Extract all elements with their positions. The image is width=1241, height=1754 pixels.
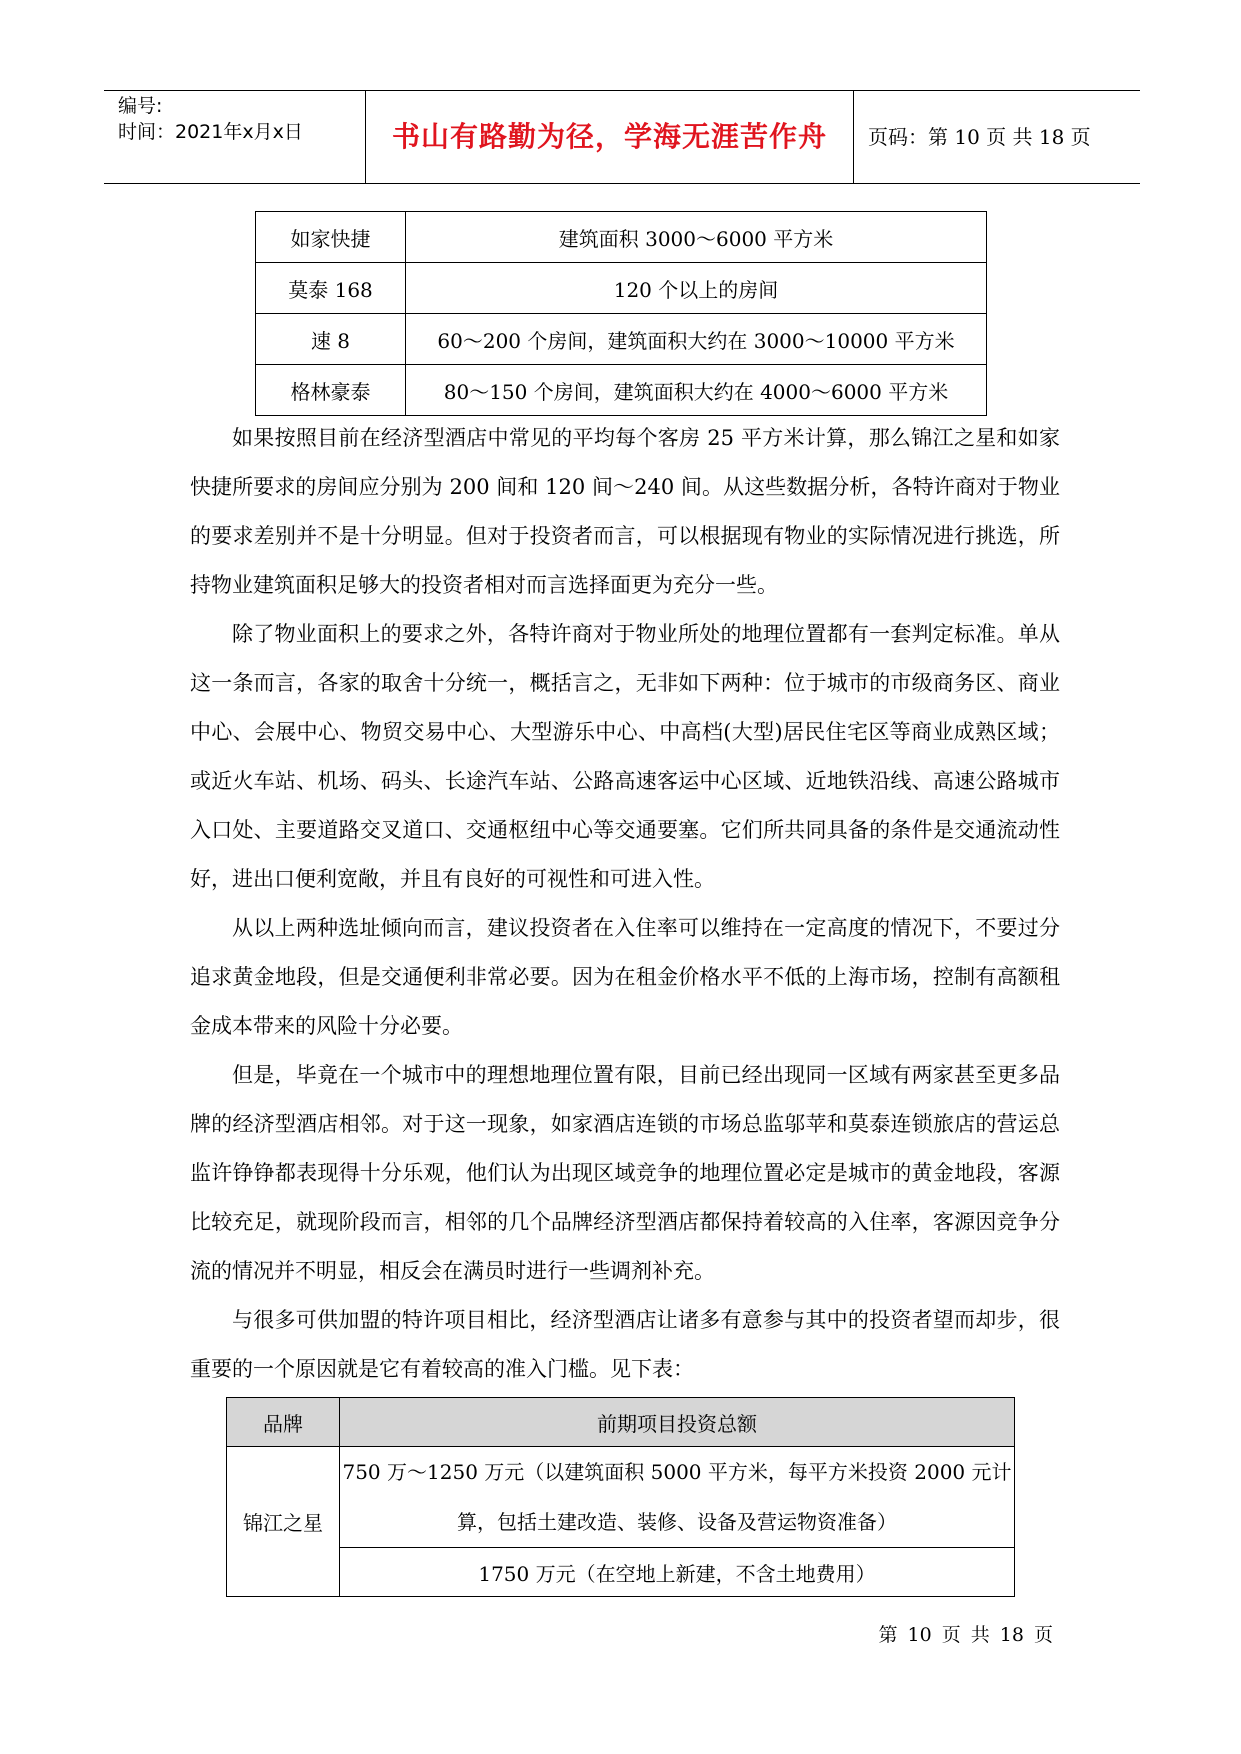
requirement-cell: 建筑面积 3000～6000 平方米 [406,212,987,263]
brand-cell: 如家快捷 [256,212,406,263]
table-row [227,1447,1015,1548]
paragraph: 但是，毕竟在一个城市中的理想地理位置有限，目前已经出现同一区域有两家甚至更多品牌的经济型酒店相邻。对于这一现象，如家酒店连锁的市场总监邬苹和莫泰连锁旅店的营运总监许铮铮都表现得十分乐观，他们认为出现区域竞争的地理位置必定是城市的黄金地段，客源比较充足，就现阶段而言，相邻的几个品牌经济型酒店都保持着较高的入住率，客源因竞争分流的情况并不明显，相反会在满员时进行一些调剂补充。 [190,1063,1060,1283]
table-row [227,1548,1015,1597]
paragraph: 如果按照目前在经济型酒店中常见的平均每个客房 25 平方米计算，那么锦江之星和如家快捷所要求的房间应分别为 200 间和 120 间～240 间。从这些数据分析，各特许商对于物业的要求差别并不是十分明显。但对于投资者而言，可以根据现有物业的实际情况进行挑选，所持物业建筑面积足够大的投资者相对而言选择面更为充分一些。 [190,426,1060,597]
table-row [256,365,987,416]
investment-table [226,1397,1015,1597]
header-motto: 书山有路勤为径，学海无涯苦作舟 [366,91,854,183]
brand-cell: 速 8 [256,314,406,365]
column-header-brand: 品牌 [227,1398,340,1447]
paragraph: 与很多可供加盟的特许项目相比，经济型酒店让诸多有意参与其中的投资者望而却步，很重要的一个原因就是它有着较高的准入门槛。见下表： [190,1308,1060,1381]
body-text [190,414,1060,1394]
requirement-cell: 120 个以上的房间 [406,263,987,314]
table-row [256,314,987,365]
brand-cell: 莫泰 168 [256,263,406,314]
column-header-investment: 前期项目投资总额 [340,1398,1015,1447]
table-header-row [227,1398,1015,1447]
document-time-label: 时间：2021年x月x日 [118,121,303,143]
brand-cell: 格林豪泰 [256,365,406,416]
header-page-info: 页码：第 10 页 共 18 页 [868,124,1091,149]
investment-cell: 750 万～1250 万元（以建筑面积 5000 平方米，每平方米投资 2000 元计算，包括土建改造、装修、设备及营运物资准备） [340,1447,1015,1548]
requirement-cell: 80～150 个房间，建筑面积大约在 4000～6000 平方米 [406,365,987,416]
brand-cell: 锦江之星 [227,1447,340,1597]
requirement-cell: 60～200 个房间，建筑面积大约在 3000～10000 平方米 [406,314,987,365]
table-row [256,263,987,314]
paragraph: 除了物业面积上的要求之外，各特许商对于物业所处的地理位置都有一套判定标准。单从这一条而言，各家的取舍十分统一，概括言之，无非如下两种：位于城市的市级商务区、商业中心、会展中心、物贸交易中心、大型游乐中心、中高档(大型)居民住宅区等商业成熟区域；或近火车站、机场、码头、长途汽车站、公路高速客运中心区域、近地铁沿线、高速公路城市入口处、主要道路交叉道口、交通枢纽中心等交通要塞。它们所共同具备的条件是交通流动性好，进出口便利宽敞，并且有良好的可视性和可进入性。 [190,622,1060,891]
document-number-label: 编号: [118,95,163,117]
property-requirements-table [255,211,987,416]
investment-cell: 1750 万元（在空地上新建，不含土地费用） [340,1548,1015,1597]
header-meta [104,91,366,183]
paragraph: 从以上两种选址倾向而言，建议投资者在入住率可以维持在一定高度的情况下，不要过分追求黄金地段，但是交通便利非常必要。因为在租金价格水平不低的上海市场，控制有高额租金成本带来的风险十分必要。 [190,916,1060,1038]
page-footer: 第 10 页 共 18 页 [878,1624,1053,1646]
table-row [256,212,987,263]
page-header [104,90,1140,184]
